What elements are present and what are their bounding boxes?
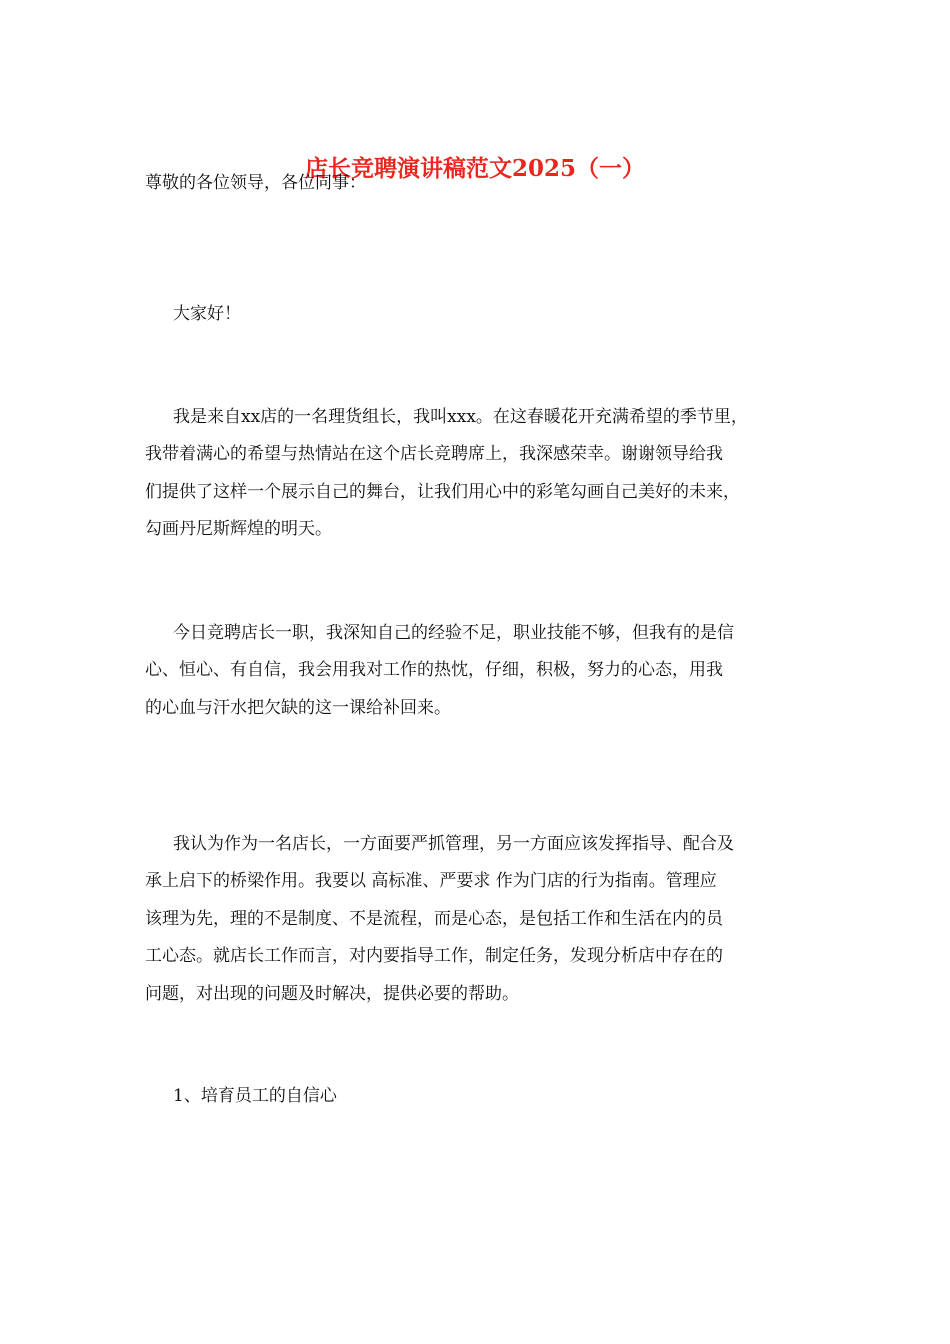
paragraph-line: 该理为先，理的不是制度、不是流程，而是心态，是包括工作和生活在内的员 [145, 909, 723, 929]
document-title: 店长竞聘演讲稿范文2025（一） [304, 155, 645, 182]
section-heading: 1、培育员工的自信心 [173, 1086, 337, 1106]
paragraph-line: 我认为作为一名店长，一方面要严抓管理，另一方面应该发挥指导、配合及 [173, 834, 734, 854]
paragraph-line: 今日竞聘店长一职，我深知自己的经验不足，职业技能不够，但我有的是信 [173, 623, 734, 643]
paragraph-line: 的心血与汗水把欠缺的这一课给补回来。 [145, 698, 451, 718]
salutation: 尊敬的各位领导，各位同事： [145, 173, 366, 193]
paragraph-line: 们提供了这样一个展示自己的舞台，让我们用心中的彩笔勾画自己美好的未来， [145, 482, 740, 502]
paragraph-line: 我是来自xx店的一名理货组长，我叫xxx。在这春暖花开充满希望的季节里， [173, 407, 748, 427]
paragraph-line: 勾画丹尼斯辉煌的明天。 [145, 519, 332, 539]
paragraph-line: 工心态。就店长工作而言，对内要指导工作，制定任务，发现分析店中存在的 [145, 946, 723, 966]
paragraph-line: 我带着满心的希望与热情站在这个店长竞聘席上，我深感荣幸。谢谢领导给我 [145, 444, 723, 464]
paragraph-line: 承上启下的桥梁作用。我要以 高标准、严要求 作为门店的行为指南。管理应 [145, 871, 717, 891]
paragraph-line: 心、恒心、有自信，我会用我对工作的热忱，仔细，积极，努力的心态，用我 [145, 660, 723, 680]
greeting: 大家好！ [173, 304, 241, 324]
paragraph-line: 问题，对出现的问题及时解决，提供必要的帮助。 [145, 984, 519, 1004]
